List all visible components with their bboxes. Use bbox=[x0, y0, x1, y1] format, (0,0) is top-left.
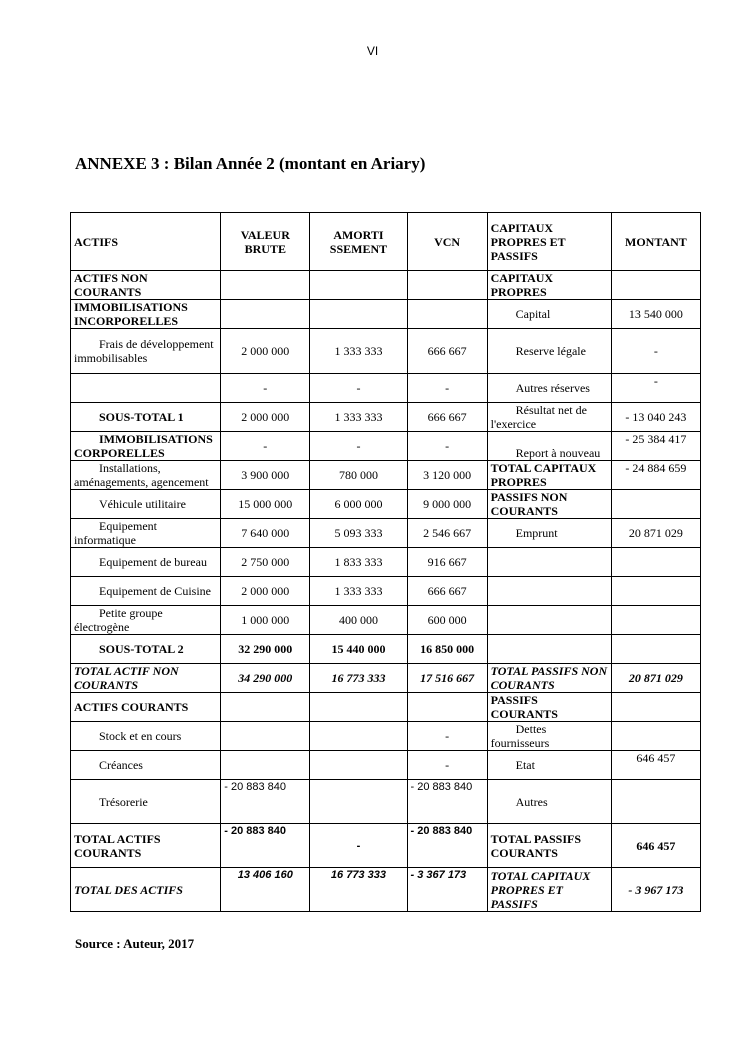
actif-label: IMMOBILISATIONS INCORPORELLES bbox=[71, 300, 221, 329]
table-row bbox=[71, 751, 701, 780]
montant-cell bbox=[611, 548, 700, 577]
actif-label bbox=[71, 519, 221, 548]
valeur-brute-cell: 2 000 000 bbox=[221, 403, 310, 432]
montant-cell: - bbox=[611, 329, 700, 374]
amortissement-cell bbox=[310, 722, 407, 751]
vcn-cell: - 20 883 840 bbox=[407, 780, 487, 824]
table-row bbox=[71, 271, 701, 300]
vcn-cell: - 3 367 173 bbox=[407, 868, 487, 912]
amortissement-cell bbox=[310, 271, 407, 300]
passif-label: PASSIFS NON COURANTS bbox=[487, 490, 611, 519]
montant-cell bbox=[611, 722, 700, 751]
table-row bbox=[71, 722, 701, 751]
amortissement-cell: - bbox=[310, 824, 407, 868]
header-amortissement: AMORTI SSEMENT bbox=[310, 213, 407, 271]
actif-label: SOUS-TOTAL 2 bbox=[71, 635, 221, 664]
amortissement-cell: 15 440 000 bbox=[310, 635, 407, 664]
valeur-brute-cell: - 20 883 840 bbox=[221, 780, 310, 824]
vcn-cell: - bbox=[407, 751, 487, 780]
actif-label bbox=[71, 606, 221, 635]
amortissement-cell: - bbox=[310, 374, 407, 403]
vcn-cell: 16 850 000 bbox=[407, 635, 487, 664]
table-row bbox=[71, 606, 701, 635]
passif-label: Reserve légale bbox=[487, 329, 611, 374]
passif-label bbox=[487, 635, 611, 664]
table-header-row bbox=[71, 213, 701, 271]
actif-label: Créances bbox=[71, 751, 221, 780]
passif-text: Dettes fournisseurs bbox=[490, 722, 550, 750]
vcn-cell bbox=[407, 693, 487, 722]
amortissement-cell: 5 093 333 bbox=[310, 519, 407, 548]
actif-text: Petite groupe électrogène bbox=[74, 606, 163, 634]
table-row bbox=[71, 403, 701, 432]
vcn-cell: 17 516 667 bbox=[407, 664, 487, 693]
valeur-brute-cell: 2 000 000 bbox=[221, 329, 310, 374]
actif-label: Trésorerie bbox=[71, 780, 221, 824]
passif-label bbox=[487, 548, 611, 577]
amortissement-cell bbox=[310, 693, 407, 722]
actif-text: Equipement informatique bbox=[74, 519, 157, 547]
actif-label: ACTIFS COURANTS bbox=[71, 693, 221, 722]
table-row bbox=[71, 548, 701, 577]
valeur-brute-cell bbox=[221, 271, 310, 300]
montant-cell: - 25 384 417 bbox=[611, 432, 700, 461]
actif-label bbox=[71, 329, 221, 374]
valeur-brute-cell: 1 000 000 bbox=[221, 606, 310, 635]
valeur-brute-cell bbox=[221, 693, 310, 722]
amortissement-cell: 16 773 333 bbox=[310, 868, 407, 912]
montant-cell: 646 457 bbox=[611, 751, 700, 780]
passif-label bbox=[487, 403, 611, 432]
table-row bbox=[71, 490, 701, 519]
passif-label: TOTAL CAPITAUX PROPRES bbox=[487, 461, 611, 490]
vcn-cell: 666 667 bbox=[407, 577, 487, 606]
amortissement-cell: 1 333 333 bbox=[310, 329, 407, 374]
montant-cell bbox=[611, 271, 700, 300]
header-actifs: ACTIFS bbox=[71, 213, 221, 271]
valeur-brute-cell: 2 000 000 bbox=[221, 577, 310, 606]
valeur-brute-cell: 13 406 160 bbox=[221, 868, 310, 912]
vcn-cell: 3 120 000 bbox=[407, 461, 487, 490]
passif-label: TOTAL PASSIFS COURANTS bbox=[487, 824, 611, 868]
table-row bbox=[71, 461, 701, 490]
vcn-cell: - bbox=[407, 432, 487, 461]
passif-label: Etat bbox=[487, 751, 611, 780]
montant-cell: - 3 967 173 bbox=[611, 868, 700, 912]
montant-cell: - bbox=[611, 374, 700, 403]
actif-label: TOTAL DES ACTIFS bbox=[71, 868, 221, 912]
montant-cell: - 24 884 659 bbox=[611, 461, 700, 490]
montant-cell: 13 540 000 bbox=[611, 300, 700, 329]
vcn-cell: - bbox=[407, 374, 487, 403]
actif-text: IMMOBILISATIONS CORPORELLES bbox=[74, 432, 213, 460]
actif-label: TOTAL ACTIFS COURANTS bbox=[71, 824, 221, 868]
amortissement-cell: 400 000 bbox=[310, 606, 407, 635]
amortissement-cell: 6 000 000 bbox=[310, 490, 407, 519]
passif-label: Emprunt bbox=[487, 519, 611, 548]
passif-label: Autres réserves bbox=[487, 374, 611, 403]
valeur-brute-cell: - 20 883 840 bbox=[221, 824, 310, 868]
vcn-cell: 2 546 667 bbox=[407, 519, 487, 548]
valeur-brute-cell: 7 640 000 bbox=[221, 519, 310, 548]
amortissement-cell: 1 833 333 bbox=[310, 548, 407, 577]
amortissement-cell: 1 333 333 bbox=[310, 577, 407, 606]
amortissement-cell bbox=[310, 751, 407, 780]
amortissement-cell: 16 773 333 bbox=[310, 664, 407, 693]
passif-label: Capital bbox=[487, 300, 611, 329]
actif-label bbox=[71, 374, 221, 403]
montant-cell: - 13 040 243 bbox=[611, 403, 700, 432]
table-row bbox=[71, 664, 701, 693]
passif-label: TOTAL PASSIFS NON COURANTS bbox=[487, 664, 611, 693]
amortissement-cell bbox=[310, 780, 407, 824]
actif-label: Equipement de Cuisine bbox=[71, 577, 221, 606]
montant-cell bbox=[611, 635, 700, 664]
vcn-cell: 9 000 000 bbox=[407, 490, 487, 519]
valeur-brute-cell: 2 750 000 bbox=[221, 548, 310, 577]
page-title: ANNEXE 3 : Bilan Année 2 (montant en Ariary) bbox=[75, 154, 426, 173]
montant-cell bbox=[611, 490, 700, 519]
table-row bbox=[71, 635, 701, 664]
actif-label: ACTIFS NON COURANTS bbox=[71, 271, 221, 300]
valeur-brute-cell bbox=[221, 722, 310, 751]
passif-label: TOTAL CAPITAUX PROPRES ET PASSIFS bbox=[487, 868, 611, 912]
montant-cell: 20 871 029 bbox=[611, 664, 700, 693]
table-row bbox=[71, 432, 701, 461]
vcn-cell: 600 000 bbox=[407, 606, 487, 635]
table-row bbox=[71, 300, 701, 329]
balance-sheet-table bbox=[70, 212, 701, 912]
passif-label: CAPITAUX PROPRES bbox=[487, 271, 611, 300]
table-row bbox=[71, 780, 701, 824]
passif-label: Autres bbox=[487, 780, 611, 824]
passif-label bbox=[487, 577, 611, 606]
actif-label: Véhicule utilitaire bbox=[71, 490, 221, 519]
passif-label bbox=[487, 606, 611, 635]
table-row bbox=[71, 577, 701, 606]
valeur-brute-cell bbox=[221, 300, 310, 329]
montant-cell: 20 871 029 bbox=[611, 519, 700, 548]
vcn-cell: - 20 883 840 bbox=[407, 824, 487, 868]
actif-text: Frais de développement immobilisables bbox=[74, 337, 214, 365]
amortissement-cell bbox=[310, 300, 407, 329]
table-row bbox=[71, 824, 701, 868]
amortissement-cell: - bbox=[310, 432, 407, 461]
table-row bbox=[71, 329, 701, 374]
actif-text: Installations, aménagements, agencement bbox=[74, 461, 209, 489]
table-row bbox=[71, 693, 701, 722]
valeur-brute-cell: - bbox=[221, 374, 310, 403]
passif-text: Résultat net de l'exercice bbox=[490, 403, 587, 431]
vcn-cell bbox=[407, 300, 487, 329]
montant-cell: 646 457 bbox=[611, 824, 700, 868]
montant-cell bbox=[611, 606, 700, 635]
valeur-brute-cell bbox=[221, 751, 310, 780]
page-number: VI bbox=[366, 44, 379, 58]
actif-label: Stock et en cours bbox=[71, 722, 221, 751]
montant-cell bbox=[611, 577, 700, 606]
valeur-brute-cell: 34 290 000 bbox=[221, 664, 310, 693]
montant-cell bbox=[611, 780, 700, 824]
source-note: Source : Auteur, 2017 bbox=[75, 936, 195, 951]
header-passifs: CAPITAUX PROPRES ET PASSIFS bbox=[487, 213, 611, 271]
vcn-cell: 916 667 bbox=[407, 548, 487, 577]
valeur-brute-cell: 3 900 000 bbox=[221, 461, 310, 490]
actif-label: Equipement de bureau bbox=[71, 548, 221, 577]
actif-label: TOTAL ACTIF NON COURANTS bbox=[71, 664, 221, 693]
valeur-brute-cell: 32 290 000 bbox=[221, 635, 310, 664]
amortissement-cell: 780 000 bbox=[310, 461, 407, 490]
valeur-brute-cell: 15 000 000 bbox=[221, 490, 310, 519]
montant-cell bbox=[611, 693, 700, 722]
table-row bbox=[71, 519, 701, 548]
actif-label: SOUS-TOTAL 1 bbox=[71, 403, 221, 432]
table-row bbox=[71, 374, 701, 403]
vcn-cell: - bbox=[407, 722, 487, 751]
passif-label: PASSIFS COURANTS bbox=[487, 693, 611, 722]
passif-label bbox=[487, 722, 611, 751]
actif-label bbox=[71, 461, 221, 490]
actif-label bbox=[71, 432, 221, 461]
amortissement-cell: 1 333 333 bbox=[310, 403, 407, 432]
vcn-cell bbox=[407, 271, 487, 300]
vcn-cell: 666 667 bbox=[407, 403, 487, 432]
vcn-cell: 666 667 bbox=[407, 329, 487, 374]
header-valeur-brute: VALEUR BRUTE bbox=[221, 213, 310, 271]
valeur-brute-cell: - bbox=[221, 432, 310, 461]
header-montant: MONTANT bbox=[611, 213, 700, 271]
table-row bbox=[71, 868, 701, 912]
header-vcn: VCN bbox=[407, 213, 487, 271]
passif-label: Report à nouveau bbox=[487, 432, 611, 461]
